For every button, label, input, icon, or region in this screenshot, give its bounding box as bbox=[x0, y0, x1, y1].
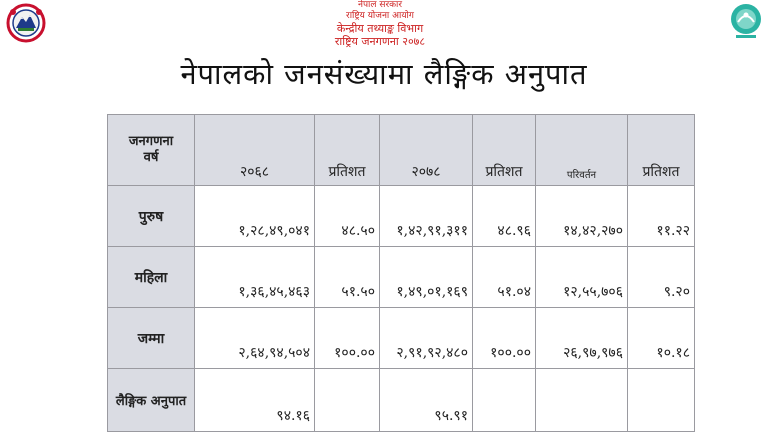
table-cell: १००.०० bbox=[473, 308, 536, 369]
table-cell-empty bbox=[628, 369, 695, 432]
table-cell: ४८.९६ bbox=[473, 186, 536, 247]
header-line-planning-commission: राष्ट्रिय योजना आयोग bbox=[346, 11, 414, 21]
header-block bbox=[300, 0, 460, 48]
table-cell: १,३६,४५,४६३ bbox=[195, 247, 315, 308]
table-cell: ५१.०४ bbox=[473, 247, 536, 308]
column-header: प्रतिशत bbox=[628, 115, 695, 186]
table-cell: २६,९७,९७६ bbox=[536, 308, 628, 369]
table-cell: १४,४२,२७० bbox=[536, 186, 628, 247]
table-cell-empty bbox=[315, 369, 380, 432]
corner-header bbox=[108, 115, 195, 186]
row-label: जम्मा bbox=[108, 308, 195, 369]
table-cell: ४८.५० bbox=[315, 186, 380, 247]
column-header: प्रतिशत bbox=[473, 115, 536, 186]
table-cell: ९.२० bbox=[628, 247, 695, 308]
table-cell: १००.०० bbox=[315, 308, 380, 369]
column-header: प्रतिशत bbox=[315, 115, 380, 186]
census-logo bbox=[728, 2, 764, 40]
row-label: पुरुष bbox=[108, 186, 195, 247]
sex-ratio-table bbox=[107, 114, 695, 432]
column-header: २०६८ bbox=[195, 115, 315, 186]
table-cell: १०.१८ bbox=[628, 308, 695, 369]
table-row bbox=[108, 186, 695, 247]
table-row-sex-ratio bbox=[108, 369, 695, 432]
table-cell: २,९१,९२,४८० bbox=[380, 308, 473, 369]
table-cell-empty bbox=[536, 369, 628, 432]
column-header: २०७८ bbox=[380, 115, 473, 186]
header-line-government: नेपाल सरकार bbox=[357, 0, 403, 10]
table-cell: ९४.१६ bbox=[195, 369, 315, 432]
table-row bbox=[108, 247, 695, 308]
column-header: परिवर्तन bbox=[536, 115, 628, 186]
corner-label-year: वर्ष bbox=[143, 150, 159, 165]
table-cell: १२,५५,७०६ bbox=[536, 247, 628, 308]
table-cell-empty bbox=[473, 369, 536, 432]
table-cell: ९५.९१ bbox=[380, 369, 473, 432]
corner-label-census: जनगणना bbox=[128, 134, 174, 149]
page-title: नेपालको जनसंख्यामा लैङ्गिक अनुपात bbox=[180, 57, 588, 91]
table-cell: १,४२,९१,३११ bbox=[380, 186, 473, 247]
table-header-row bbox=[108, 115, 695, 186]
table-cell: १,२८,४९,०४१ bbox=[195, 186, 315, 247]
header-line-census: राष्ट्रिय जनगणना २०७८ bbox=[334, 35, 426, 48]
table-cell: २,६४,९४,५०४ bbox=[195, 308, 315, 369]
row-label: महिला bbox=[108, 247, 195, 308]
row-label: लैङ्गिक अनुपात bbox=[108, 369, 195, 432]
table-row bbox=[108, 308, 695, 369]
table-cell: १,४९,०१,१६९ bbox=[380, 247, 473, 308]
table-cell: ११.२२ bbox=[628, 186, 695, 247]
table-cell: ५१.५० bbox=[315, 247, 380, 308]
nepal-government-emblem bbox=[4, 3, 48, 43]
header-line-statistics-office: केन्द्रीय तथ्याङ्क विभाग bbox=[336, 22, 424, 35]
